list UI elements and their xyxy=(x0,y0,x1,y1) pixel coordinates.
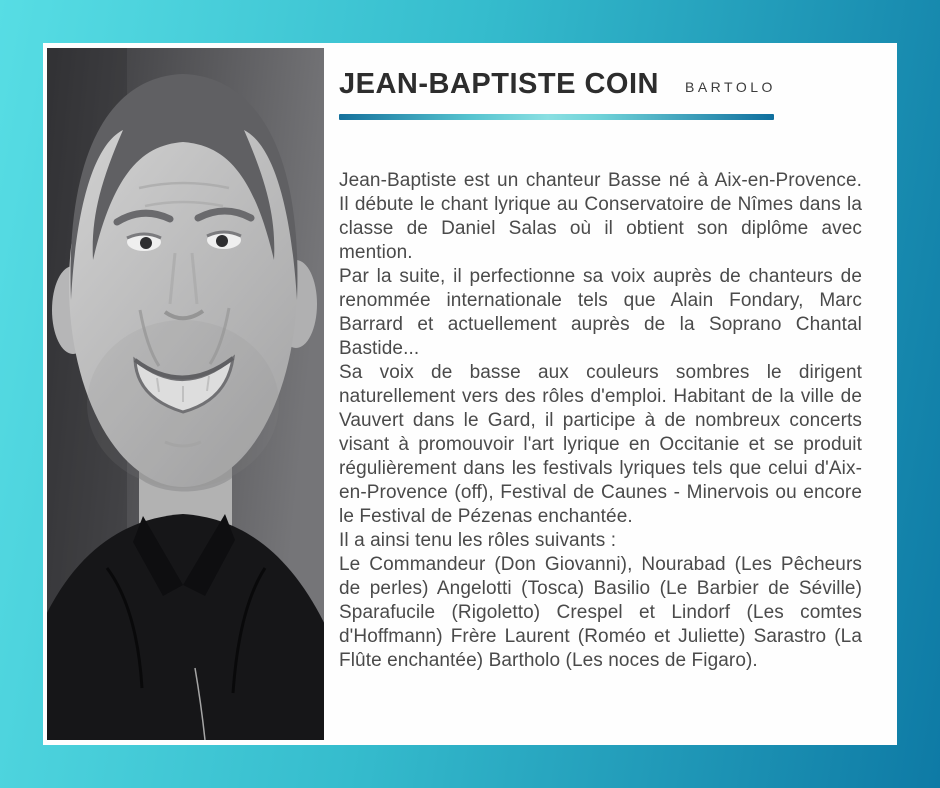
bio-paragraph: Par la suite, il perfectionne sa voix auprès de chanteurs de renommée internationale tels que Alain Fondary, Marc Barrard et actuellement auprès de la Soprano Chantal Bastide... xyxy=(339,266,862,359)
portrait-illustration xyxy=(47,48,324,740)
role-subtitle: BARTOLO xyxy=(684,79,776,95)
bio-paragraph: Sa voix de basse aux couleurs sombres le dirigent naturellement vers des rôles d'emploi. Habitant de la ville de Vauvert dans le Gard, il participe à de nombreux concerts visant à promouvoir l'art lyrique en Occitanie et se produit régulièrement dans les festivals lyriques tels que celui d'Aix-en-Provence (off), Festival de Caunes - Minervois ou encore le Festival de Pézenas enchantée. xyxy=(339,362,862,527)
bio-paragraph: Jean-Baptiste est un chanteur Basse né à Aix-en-Provence. Il débute le chant lyrique au Conservatoire de Nîmes dans la classe de Daniel Salas où il obtient son diplôme avec mention. xyxy=(339,170,862,263)
page-title: JEAN-BAPTISTE COIN xyxy=(339,68,659,100)
bio-paragraph: Le Commandeur (Don Giovanni), Nourabad (Les Pêcheurs de perles) Angelotti (Tosca) Basilio (Le Barbier de Séville) Sparafucile (Rigoletto) Crespel et Lindorf (Les comtes d'Hoffmann) Frère Laurent (Roméo et Juliette) Sarastro (La Flûte enchantée) Bartholo (Les noces de Figaro). xyxy=(339,554,862,671)
bio-card xyxy=(43,43,897,745)
bio-paragraph: Il a ainsi tenu les rôles suivants : xyxy=(339,530,617,551)
biography-text xyxy=(339,169,862,673)
bio-content xyxy=(339,43,862,745)
gradient-divider xyxy=(339,114,774,120)
portrait-photo xyxy=(47,48,324,740)
header xyxy=(339,68,862,101)
